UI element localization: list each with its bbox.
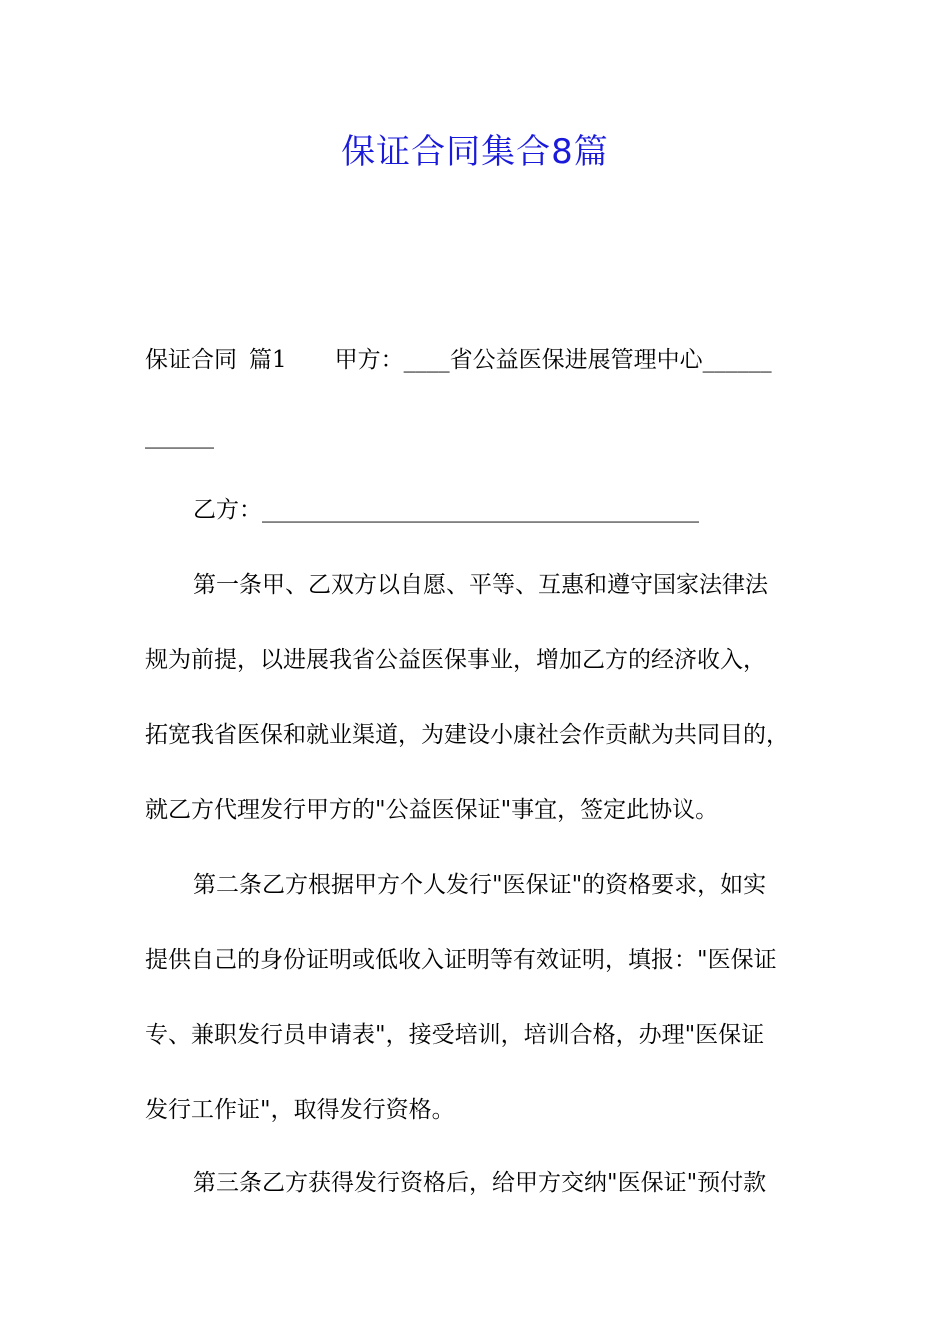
text-line: ______ <box>145 423 214 449</box>
article-2-line: 第二条乙方根据甲方个人发行"医保证"的资格要求，如实 <box>193 872 767 898</box>
article-2-line: 提供自己的身份证明或低收入证明等有效证明，填报："医保证 <box>145 947 777 973</box>
contract-heading-line <box>145 344 772 376</box>
article-2-line: 发行工作证"，取得发行资格。 <box>145 1097 455 1123</box>
article-1-line: 就乙方代理发行甲方的"公益医保证"事宜，签定此协议。 <box>145 797 719 823</box>
article-2-line: 专、兼职发行员申请表"，接受培训，培训合格，办理"医保证 <box>145 1022 765 1048</box>
article-1-line: 拓宽我省医保和就业渠道，为建设小康社会作贡献为共同目的， <box>145 722 789 748</box>
contract-name: 保证合同 <box>145 347 237 373</box>
contract-number: 篇1 <box>249 347 287 373</box>
party-a: 甲方：____省公益医保进展管理中心______ <box>334 347 772 373</box>
article-1-line: 第一条甲、乙双方以自愿、平等、互惠和遵守国家法律法 <box>193 572 768 598</box>
article-3-line: 第三条乙方获得发行资格后，给甲方交纳"医保证"预付款 <box>193 1170 767 1196</box>
party-b: 乙方：______________________________________ <box>193 497 699 523</box>
document-title: 保证合同集合8篇 <box>341 132 609 172</box>
article-1-line: 规为前提，以进展我省公益医保事业，增加乙方的经济收入， <box>145 647 766 673</box>
